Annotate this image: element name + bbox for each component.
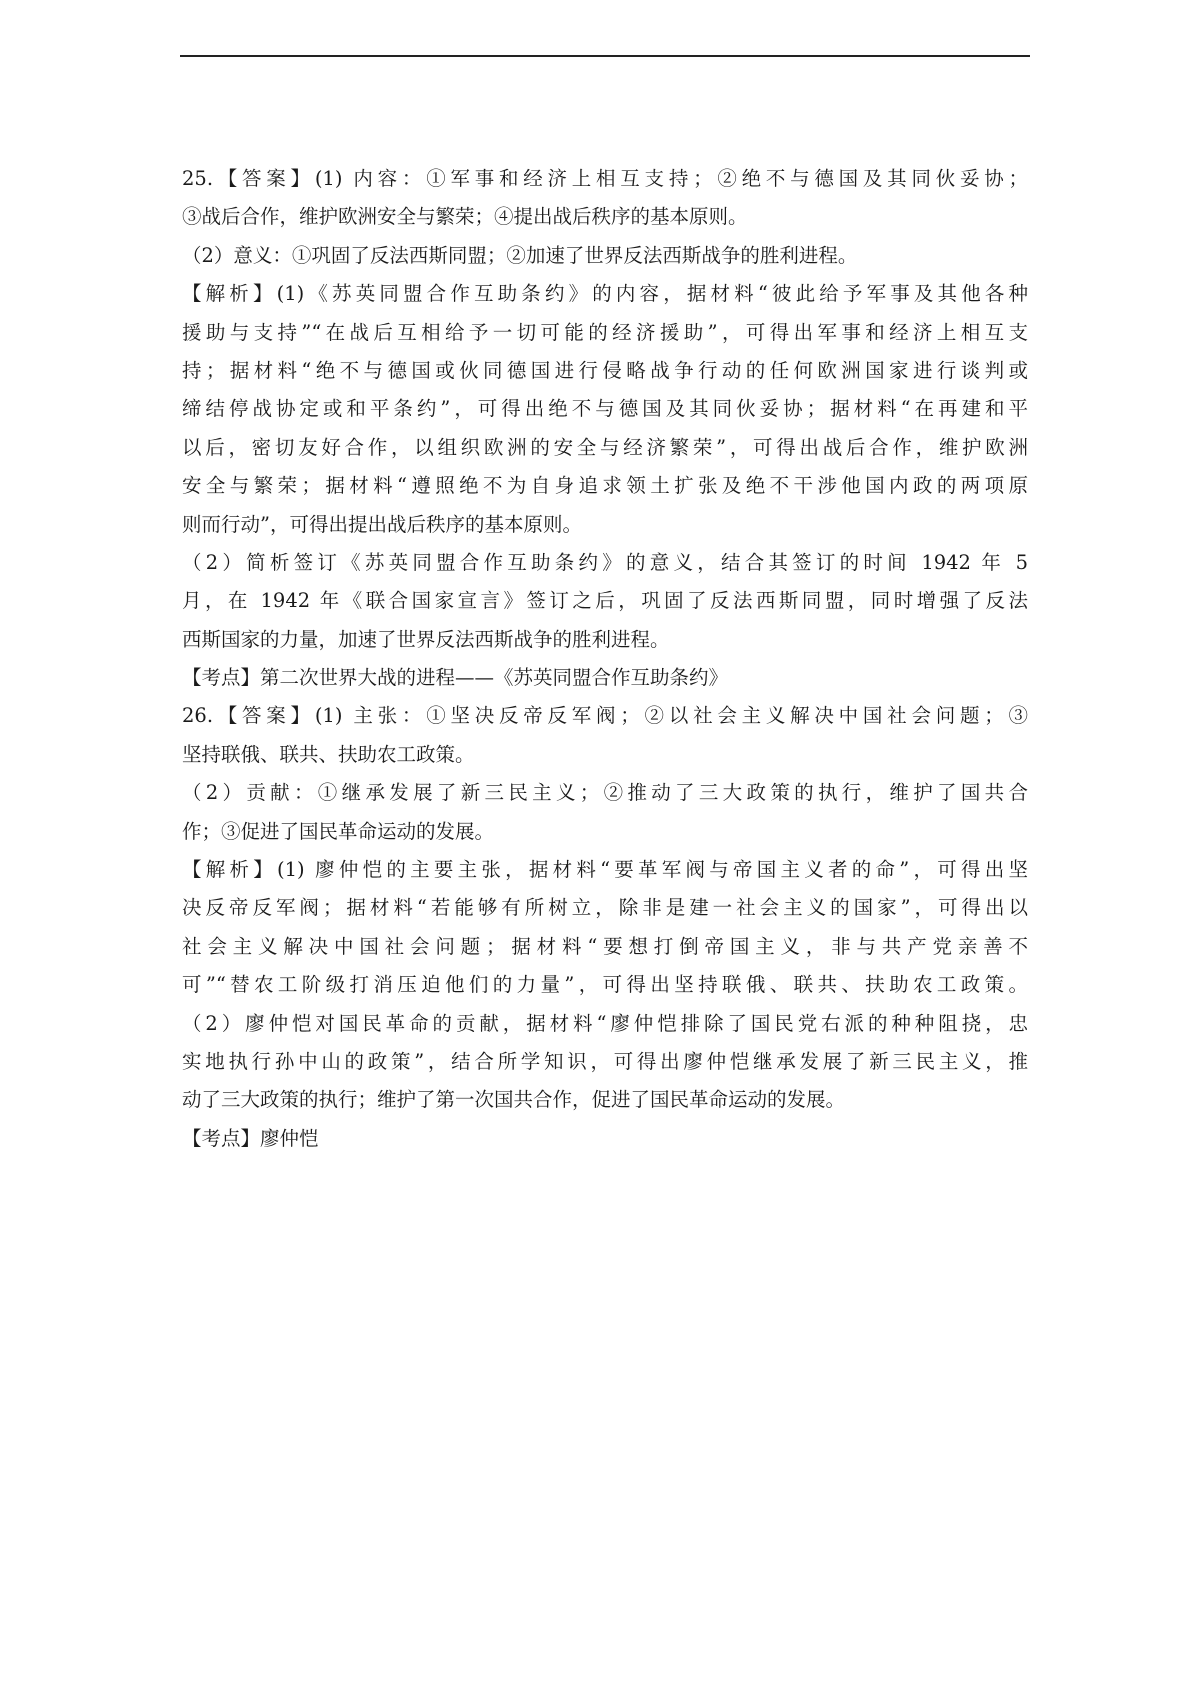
q25-analysis-line-3: 持；据材料“绝不与德国或伙同德国进行侵略战争行动的任何欧洲国家进行谈判或 <box>182 358 1028 382</box>
q25-analysis-line-4: 缔结停战协定或和平条约”，可得出绝不与德国及其同伙妥协；据材料“在再建和平 <box>182 397 1028 421</box>
q26-analysis-part2-line-1: （2）廖仲恺对国民革命的贡献，据材料“廖仲恺排除了国民党右派的种种阻挠，忠 <box>182 1011 1028 1035</box>
q26-analysis-line-1: 【解析】(1) 廖仲恺的主要主张，据材料“要革军阀与帝国主义者的命”，可得出坚 <box>182 858 1028 882</box>
q26-answer-line-2: 坚持联俄、联共、扶助农工政策。 <box>182 742 475 766</box>
q25-answer-part2: （2）意义：①巩固了反法西斯同盟；②加速了世界反法西斯战争的胜利进程。 <box>182 243 858 267</box>
q26-analysis-part2-line-2: 实地执行孙中山的政策”，结合所学知识，可得出廖仲恺继承发展了新三民主义，推 <box>182 1049 1028 1073</box>
q26-key-point: 【考点】廖仲恺 <box>182 1126 319 1150</box>
q26-answer-line-1: 26.【答案】(1) 主张：①坚决反帝反军阀；②以社会主义解决中国社会问题；③ <box>182 704 1028 728</box>
q25-analysis-line-2: 援助与支持”“在战后互相给予一切可能的经济援助”，可得出军事和经济上相互支 <box>182 320 1028 344</box>
q26-analysis-line-3: 社会主义解决中国社会问题；据材料“要想打倒帝国主义，非与共产党亲善不 <box>182 934 1028 958</box>
answer-content <box>182 160 1028 1158</box>
q26-analysis-part2-line-3: 动了三大政策的执行；维护了第一次国共合作，促进了国民革命运动的发展。 <box>182 1088 846 1112</box>
q25-analysis-line-7: 则而行动”，可得出提出战后秩序的基本原则。 <box>182 512 582 536</box>
q25-analysis-part2-line-3: 西斯国家的力量，加速了世界反法西斯战争的胜利进程。 <box>182 627 670 651</box>
q25-answer-line-1: 25.【答案】(1) 内容：①军事和经济上相互支持；②绝不与德国及其同伙妥协； <box>182 167 1028 190</box>
q25-key-point: 【考点】第二次世界大战的进程——《苏英同盟合作互助条约》 <box>182 666 729 690</box>
q25-answer-line-2: ③战后合作，维护欧洲安全与繁荣；④提出战后秩序的基本原则。 <box>182 205 748 229</box>
q26-answer-part2-line-1: （2）贡献：①继承发展了新三民主义；②推动了三大政策的执行，维护了国共合 <box>182 781 1028 805</box>
header-rule <box>180 55 1030 57</box>
q25-analysis-line-6: 安全与繁荣；据材料“遵照绝不为自身追求领土扩张及绝不干涉他国内政的两项原 <box>182 474 1028 498</box>
q25-analysis-part2-line-2: 月，在 1942 年《联合国家宣言》签订之后，巩固了反法西斯同盟，同时增强了反法 <box>182 589 1028 613</box>
q25-analysis-line-1: 【解析】(1)《苏英同盟合作互助条约》的内容，据材料“彼此给予军事及其他各种 <box>182 282 1028 306</box>
q25-analysis-part2-line-1: （2）简析签订《苏英同盟合作互助条约》的意义，结合其签订的时间 1942 年 5 <box>182 550 1028 574</box>
q26-analysis-line-2: 决反帝反军阀；据材料“若能够有所树立，除非是建一社会主义的国家”，可得出以 <box>182 896 1028 920</box>
q26-analysis-line-4: 可”“替农工阶级打消压迫他们的力量”，可得出坚持联俄、联共、扶助农工政策。 <box>182 973 1028 997</box>
q26-answer-part2-line-2: 作；③促进了国民革命运动的发展。 <box>182 819 495 843</box>
q25-analysis-line-5: 以后，密切友好合作，以组织欧洲的安全与经济繁荣”，可得出战后合作，维护欧洲 <box>182 435 1028 459</box>
